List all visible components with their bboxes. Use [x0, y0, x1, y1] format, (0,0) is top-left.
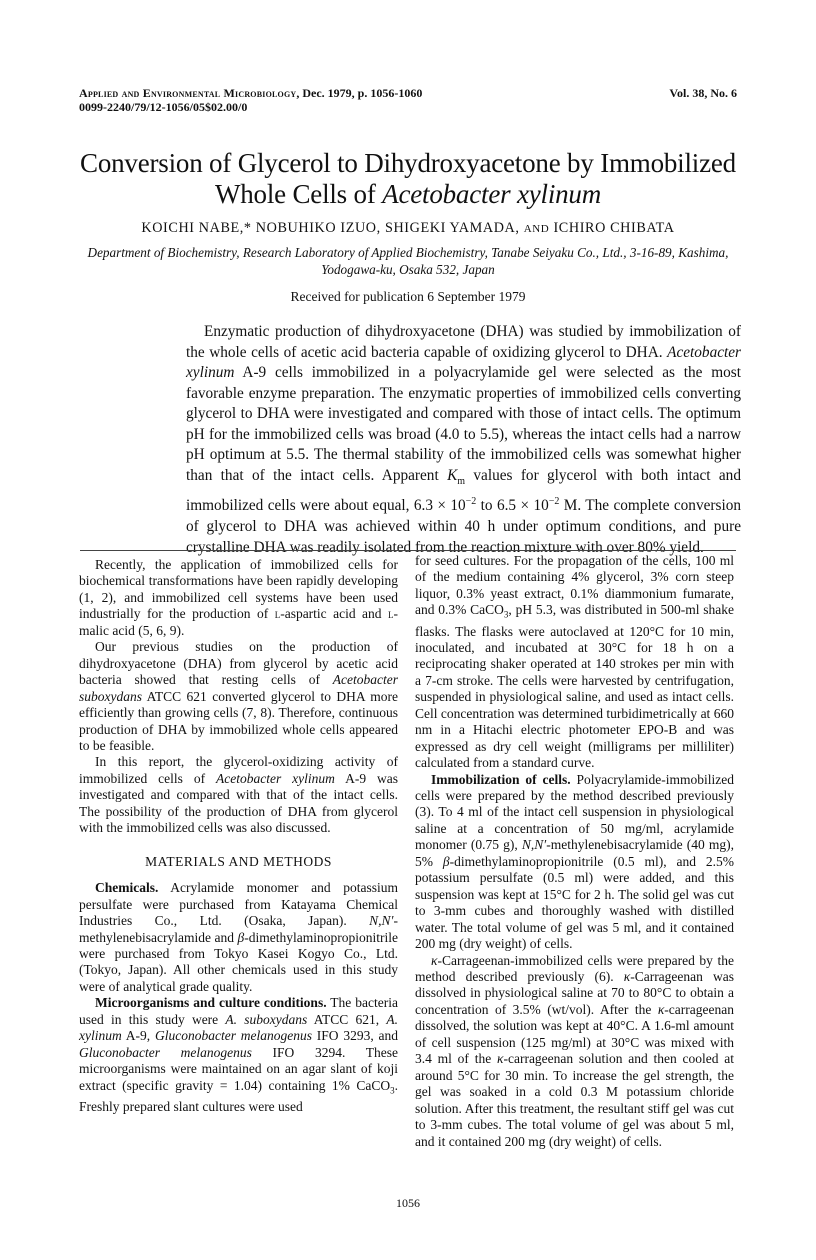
affiliation: Department of Biochemistry, Research Laboratory of Applied Biochemistry, Tanabe Seiyaku Co., Ltd., 3-16-89, Kashima, Yodogawa-ku, Osaka 532, Japan: [87, 245, 729, 277]
journal-name: Applied and Environmental Microbiology: [79, 86, 297, 100]
article-code: 0099-2240/79/12-1056/05$02.00/0: [79, 100, 248, 114]
author-conjunction: AND: [523, 223, 550, 235]
received-date: Received for publication 6 September 1979: [290, 289, 526, 304]
abstract: Enzymatic production of dihydroxyacetone (DHA) was studied by immobilization of the whole cells of acetic acid bacteria capable of oxidizing glycerol to DHA. Acetobacter xylinum A-9 cells immobilized in a polyacrylamide gel were selected as the most favorable enzyme preparation. The enzymatic properties of immobilized cells converting glycerol to DHA were investigated and compared with those of intact cells. The optimum pH for the immobilized cells was broad (4.0 to 5.5), whereas the intact cells had a narrow pH optimum at 5.5. The thermal stability of the immobilized cells was somewhat higher than that of the intact cells. Apparent $K_m$ values for glycerol with both intact and immobilized cells were about equal, $6.3 \times 10^{-2}$ to $6.5 \times 10^{-2}$ M. The complete conversion of glycerol to DHA was achieved within 40 h under optimum conditions, and pure crystalline DHA was readily isolated from the reaction mixture with over 80% yield.: [186, 323, 741, 556]
section-heading: MATERIALS AND METHODS: [145, 853, 332, 869]
title-line-1: Conversion of Glycerol to Dihydroxyacetone by Immobilized: [80, 148, 736, 178]
intro-paragraph-3: In this report, the glycerol-oxidizing activity of immobilized cells of Acetobacter xylinum A-9 was investigated and compared with that of the intact cells. The possibility of the production of DHA from glycerol with the immobilized cells was also discussed.: [79, 754, 398, 836]
carrageenan-paragraph: κ-Carrageenan-immobilized cells were prepared by the method described previously (6). κ-Carrageenan was dissolved in physiological saline at 70 to 80°C to obtain a concentration of 3.5% (wt/vol). After the κ-carrageenan dissolved, the solution was kept at 40°C. A 1.6-ml amount of cell suspension (125 mg/ml) at 30°C was mixed with 3.4 ml of the κ-carrageenan solution and then cooled at around 5°C for 30 min. To increase the gel strength, the gel was soaked in a cold 0.3 M potassium chloride solution. After this treatment, the resultant stiff gel was cut to 3-mm cubes. The total volume of gel was about 5 ml, and it contained 200 mg (dry weight) of cells.: [415, 952, 735, 1149]
intro-paragraph-1: Recently, the application of immobilized cells for biochemical transformations have been rapidly developing (1, 2), and immobilized cell systems have been used industrially for the production of l-aspartic acid and l-malic acid (5, 6, 9).: [79, 557, 398, 638]
left-column: [79, 557, 398, 1115]
immobilization-paragraph: Immobilization of cells. Polyacrylamide-immobilized cells were prepared by the method described previously (3). To 4 ml of the intact cell suspension in physiological saline at a concentration of 50 mg/ml, acrylamide monomer (0.75 g), N,N′-methylenebisacrylamide (40 mg), 5% β-dimethylaminopropionitrile (0.5 ml), and 2.5% potassium persulfate (0.5 ml) were added, and this suspension was kept at 15°C for 2 h. The solid gel was cut to 3-mm cubes and thoroughly washed with distilled water. The total volume of gel was 5 ml, and it contained 200 mg (dry weight) of cells.: [415, 771, 735, 952]
microorganisms-paragraph: Microorganisms and culture conditions. The bacteria used in this study were A. suboxydans ATCC 621, A. xylinum A-9, Gluconobacter melanogenus IFO 3293, and Gluconobacter melanogenus IFO 3294. These microorganisms were maintained on an agar slant of koji extract (specific gravity = 1.04) containing 1% CaCO$_3$. Freshly prepared slant cultures were used: [79, 995, 399, 1114]
right-column: [415, 553, 734, 1150]
chemicals-paragraph: Chemicals. Acrylamide monomer and potassium persulfate were purchased from Katayama Chemical Industries Co., Ltd. (Osaka, Japan). N,N′-methylenebisacrylamide and β-dimethylaminopropionitrile were purchased from Tokyo Kasei Kogyo Co., Ltd. (Tokyo, Japan). All other chemicals used in this study were of analytical grade quality.: [79, 880, 398, 994]
title-species: Acetobacter xylinum: [382, 179, 602, 209]
page-number: 1056: [396, 1196, 420, 1210]
author-list: KOICHI NABE,* NOBUHIKO IZUO, SHIGEKI YAMADA, AND ICHIRO CHIBATA: [141, 220, 675, 236]
running-header: [79, 86, 422, 114]
article-title: [60, 148, 756, 210]
culture-paragraph: for seed cultures. For the propagation of the cells, 100 ml of the medium containing 4% glycerol, 3% corn steep liquor, 0.3% yeast extract, 0.1% diammonium fumarate, and 0.3% CaCO$_3$, pH 5.3, was distributed in 500-ml shake flasks. The flasks were autoclaved at 120°C for 10 min, inoculated, and incubated at 30°C for 18 h on a reciprocating shaker operated at 140 strokes per min with a 7-cm stroke. The cells were harvested by centrifugation, suspended in physiological saline, and used as intact cells. Cell concentration was determined turbidimetrically at 660 nm in a Hitachi electric photometer EPO-B and was expressed as dry cell weight (milligrams per milliliter) calculated from a standard curve.: [415, 553, 734, 771]
volume-info: Vol. 38, No. 6: [669, 86, 737, 100]
abstract-divider: [80, 550, 736, 551]
title-line-2: Whole Cells of Acetobacter xylinum: [214, 179, 602, 209]
intro-paragraph-2: Our previous studies on the production of dihydroxyacetone (DHA) from glycerol by acetic acid bacteria showed that resting cells of Acetobacter suboxydans ATCC 621 converted glycerol to DHA more efficiently than growing cells (7, 8). Therefore, continuous production of DHA by immobilized whole cells appeared to be feasible.: [79, 639, 398, 753]
issue-info: , Dec. 1979, p. 1056-1060: [296, 86, 423, 100]
